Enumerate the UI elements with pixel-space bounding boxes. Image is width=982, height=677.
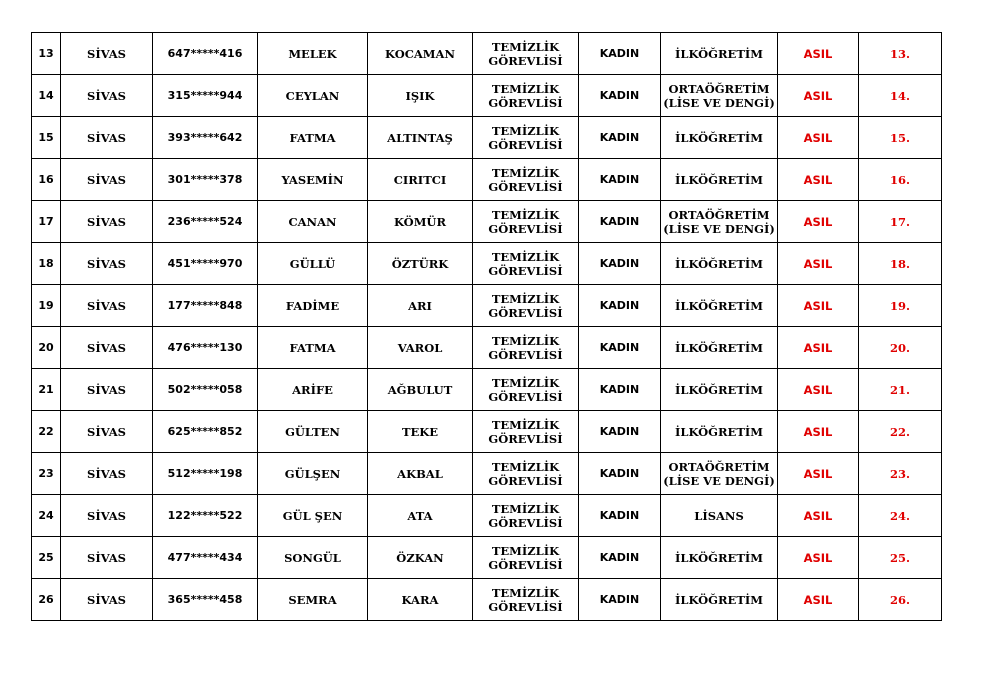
city-cell: SİVAS [61, 453, 153, 495]
city-cell: SİVAS [61, 369, 153, 411]
status-cell: ASIL [778, 201, 859, 243]
education-cell: LİSANS [661, 495, 778, 537]
status-cell: ASIL [778, 33, 859, 75]
city-cell: SİVAS [61, 201, 153, 243]
status-cell: ASIL [778, 537, 859, 579]
status-cell: ASIL [778, 453, 859, 495]
first-name-cell: CEYLAN [258, 75, 368, 117]
position-cell: TEMİZLİK GÖREVLİSİ [473, 537, 579, 579]
table-row [32, 537, 942, 579]
rank-cell: 14. [859, 75, 942, 117]
city-cell: SİVAS [61, 243, 153, 285]
surname-cell: KÖMÜR [368, 201, 473, 243]
id-number-cell: 315*****944 [153, 75, 258, 117]
gender-cell: KADIN [579, 495, 661, 537]
table-row [32, 33, 942, 75]
rank-cell: 21. [859, 369, 942, 411]
id-number-cell: 625*****852 [153, 411, 258, 453]
gender-cell: KADIN [579, 579, 661, 621]
city-cell: SİVAS [61, 285, 153, 327]
education-cell: İLKÖĞRETİM [661, 243, 778, 285]
position-cell: TEMİZLİK GÖREVLİSİ [473, 579, 579, 621]
rank-cell: 13. [859, 33, 942, 75]
rank-cell: 22. [859, 411, 942, 453]
table-row [32, 495, 942, 537]
surname-cell: TEKE [368, 411, 473, 453]
id-number-cell: 122*****522 [153, 495, 258, 537]
city-cell: SİVAS [61, 537, 153, 579]
position-cell: TEMİZLİK GÖREVLİSİ [473, 411, 579, 453]
rank-cell: 23. [859, 453, 942, 495]
surname-cell: KARA [368, 579, 473, 621]
row-number-cell: 17 [32, 201, 61, 243]
city-cell: SİVAS [61, 117, 153, 159]
first-name-cell: GÜLŞEN [258, 453, 368, 495]
row-number-cell: 14 [32, 75, 61, 117]
education-cell: İLKÖĞRETİM [661, 369, 778, 411]
position-cell: TEMİZLİK GÖREVLİSİ [473, 495, 579, 537]
position-cell: TEMİZLİK GÖREVLİSİ [473, 327, 579, 369]
id-number-cell: 476*****130 [153, 327, 258, 369]
row-number-cell: 19 [32, 285, 61, 327]
first-name-cell: GÜLTEN [258, 411, 368, 453]
status-cell: ASIL [778, 369, 859, 411]
gender-cell: KADIN [579, 453, 661, 495]
table-row [32, 579, 942, 621]
surname-cell: IŞIK [368, 75, 473, 117]
table-row [32, 285, 942, 327]
education-cell: ORTAÖĞRETİM (LİSE VE DENGİ) [661, 75, 778, 117]
table-row [32, 75, 942, 117]
surname-cell: KOCAMAN [368, 33, 473, 75]
surname-cell: AĞBULUT [368, 369, 473, 411]
status-cell: ASIL [778, 411, 859, 453]
table-row [32, 369, 942, 411]
row-number-cell: 21 [32, 369, 61, 411]
status-cell: ASIL [778, 285, 859, 327]
surname-cell: ÖZTÜRK [368, 243, 473, 285]
table-row [32, 327, 942, 369]
gender-cell: KADIN [579, 75, 661, 117]
city-cell: SİVAS [61, 327, 153, 369]
first-name-cell: SONGÜL [258, 537, 368, 579]
rank-cell: 19. [859, 285, 942, 327]
table-row [32, 243, 942, 285]
status-cell: ASIL [778, 579, 859, 621]
city-cell: SİVAS [61, 495, 153, 537]
position-cell: TEMİZLİK GÖREVLİSİ [473, 369, 579, 411]
first-name-cell: FATMA [258, 327, 368, 369]
status-cell: ASIL [778, 117, 859, 159]
row-number-cell: 24 [32, 495, 61, 537]
rank-cell: 15. [859, 117, 942, 159]
city-cell: SİVAS [61, 75, 153, 117]
surname-cell: CIRITCI [368, 159, 473, 201]
table-row [32, 201, 942, 243]
id-number-cell: 502*****058 [153, 369, 258, 411]
id-number-cell: 512*****198 [153, 453, 258, 495]
row-number-cell: 22 [32, 411, 61, 453]
city-cell: SİVAS [61, 411, 153, 453]
id-number-cell: 451*****970 [153, 243, 258, 285]
first-name-cell: GÜLLÜ [258, 243, 368, 285]
id-number-cell: 301*****378 [153, 159, 258, 201]
table-row [32, 411, 942, 453]
surname-cell: ATA [368, 495, 473, 537]
row-number-cell: 13 [32, 33, 61, 75]
first-name-cell: CANAN [258, 201, 368, 243]
gender-cell: KADIN [579, 537, 661, 579]
surname-cell: ÖZKAN [368, 537, 473, 579]
row-number-cell: 15 [32, 117, 61, 159]
rank-cell: 20. [859, 327, 942, 369]
education-cell: İLKÖĞRETİM [661, 411, 778, 453]
row-number-cell: 20 [32, 327, 61, 369]
city-cell: SİVAS [61, 33, 153, 75]
gender-cell: KADIN [579, 327, 661, 369]
position-cell: TEMİZLİK GÖREVLİSİ [473, 285, 579, 327]
city-cell: SİVAS [61, 579, 153, 621]
id-number-cell: 477*****434 [153, 537, 258, 579]
row-number-cell: 23 [32, 453, 61, 495]
rank-cell: 25. [859, 537, 942, 579]
education-cell: İLKÖĞRETİM [661, 159, 778, 201]
status-cell: ASIL [778, 243, 859, 285]
gender-cell: KADIN [579, 243, 661, 285]
surname-cell: VAROL [368, 327, 473, 369]
row-number-cell: 18 [32, 243, 61, 285]
first-name-cell: GÜL ŞEN [258, 495, 368, 537]
gender-cell: KADIN [579, 411, 661, 453]
table-body [32, 33, 942, 621]
gender-cell: KADIN [579, 117, 661, 159]
city-cell: SİVAS [61, 159, 153, 201]
row-number-cell: 16 [32, 159, 61, 201]
position-cell: TEMİZLİK GÖREVLİSİ [473, 159, 579, 201]
gender-cell: KADIN [579, 369, 661, 411]
first-name-cell: FATMA [258, 117, 368, 159]
row-number-cell: 25 [32, 537, 61, 579]
position-cell: TEMİZLİK GÖREVLİSİ [473, 117, 579, 159]
position-cell: TEMİZLİK GÖREVLİSİ [473, 75, 579, 117]
table-row [32, 453, 942, 495]
education-cell: İLKÖĞRETİM [661, 537, 778, 579]
education-cell: İLKÖĞRETİM [661, 327, 778, 369]
first-name-cell: SEMRA [258, 579, 368, 621]
status-cell: ASIL [778, 495, 859, 537]
education-cell: İLKÖĞRETİM [661, 285, 778, 327]
table-row [32, 117, 942, 159]
surname-cell: AKBAL [368, 453, 473, 495]
id-number-cell: 365*****458 [153, 579, 258, 621]
gender-cell: KADIN [579, 159, 661, 201]
first-name-cell: YASEMİN [258, 159, 368, 201]
gender-cell: KADIN [579, 33, 661, 75]
gender-cell: KADIN [579, 201, 661, 243]
row-number-cell: 26 [32, 579, 61, 621]
status-cell: ASIL [778, 75, 859, 117]
gender-cell: KADIN [579, 285, 661, 327]
status-cell: ASIL [778, 327, 859, 369]
position-cell: TEMİZLİK GÖREVLİSİ [473, 243, 579, 285]
position-cell: TEMİZLİK GÖREVLİSİ [473, 33, 579, 75]
position-cell: TEMİZLİK GÖREVLİSİ [473, 453, 579, 495]
education-cell: ORTAÖĞRETİM (LİSE VE DENGİ) [661, 201, 778, 243]
rank-cell: 24. [859, 495, 942, 537]
id-number-cell: 647*****416 [153, 33, 258, 75]
id-number-cell: 177*****848 [153, 285, 258, 327]
education-cell: İLKÖĞRETİM [661, 117, 778, 159]
first-name-cell: MELEK [258, 33, 368, 75]
candidate-list-table [31, 32, 942, 621]
rank-cell: 16. [859, 159, 942, 201]
status-cell: ASIL [778, 159, 859, 201]
position-cell: TEMİZLİK GÖREVLİSİ [473, 201, 579, 243]
id-number-cell: 236*****524 [153, 201, 258, 243]
rank-cell: 26. [859, 579, 942, 621]
rank-cell: 17. [859, 201, 942, 243]
table-row [32, 159, 942, 201]
id-number-cell: 393*****642 [153, 117, 258, 159]
first-name-cell: FADİME [258, 285, 368, 327]
education-cell: İLKÖĞRETİM [661, 579, 778, 621]
rank-cell: 18. [859, 243, 942, 285]
first-name-cell: ARİFE [258, 369, 368, 411]
surname-cell: ARI [368, 285, 473, 327]
education-cell: ORTAÖĞRETİM (LİSE VE DENGİ) [661, 453, 778, 495]
education-cell: İLKÖĞRETİM [661, 33, 778, 75]
surname-cell: ALTINTAŞ [368, 117, 473, 159]
